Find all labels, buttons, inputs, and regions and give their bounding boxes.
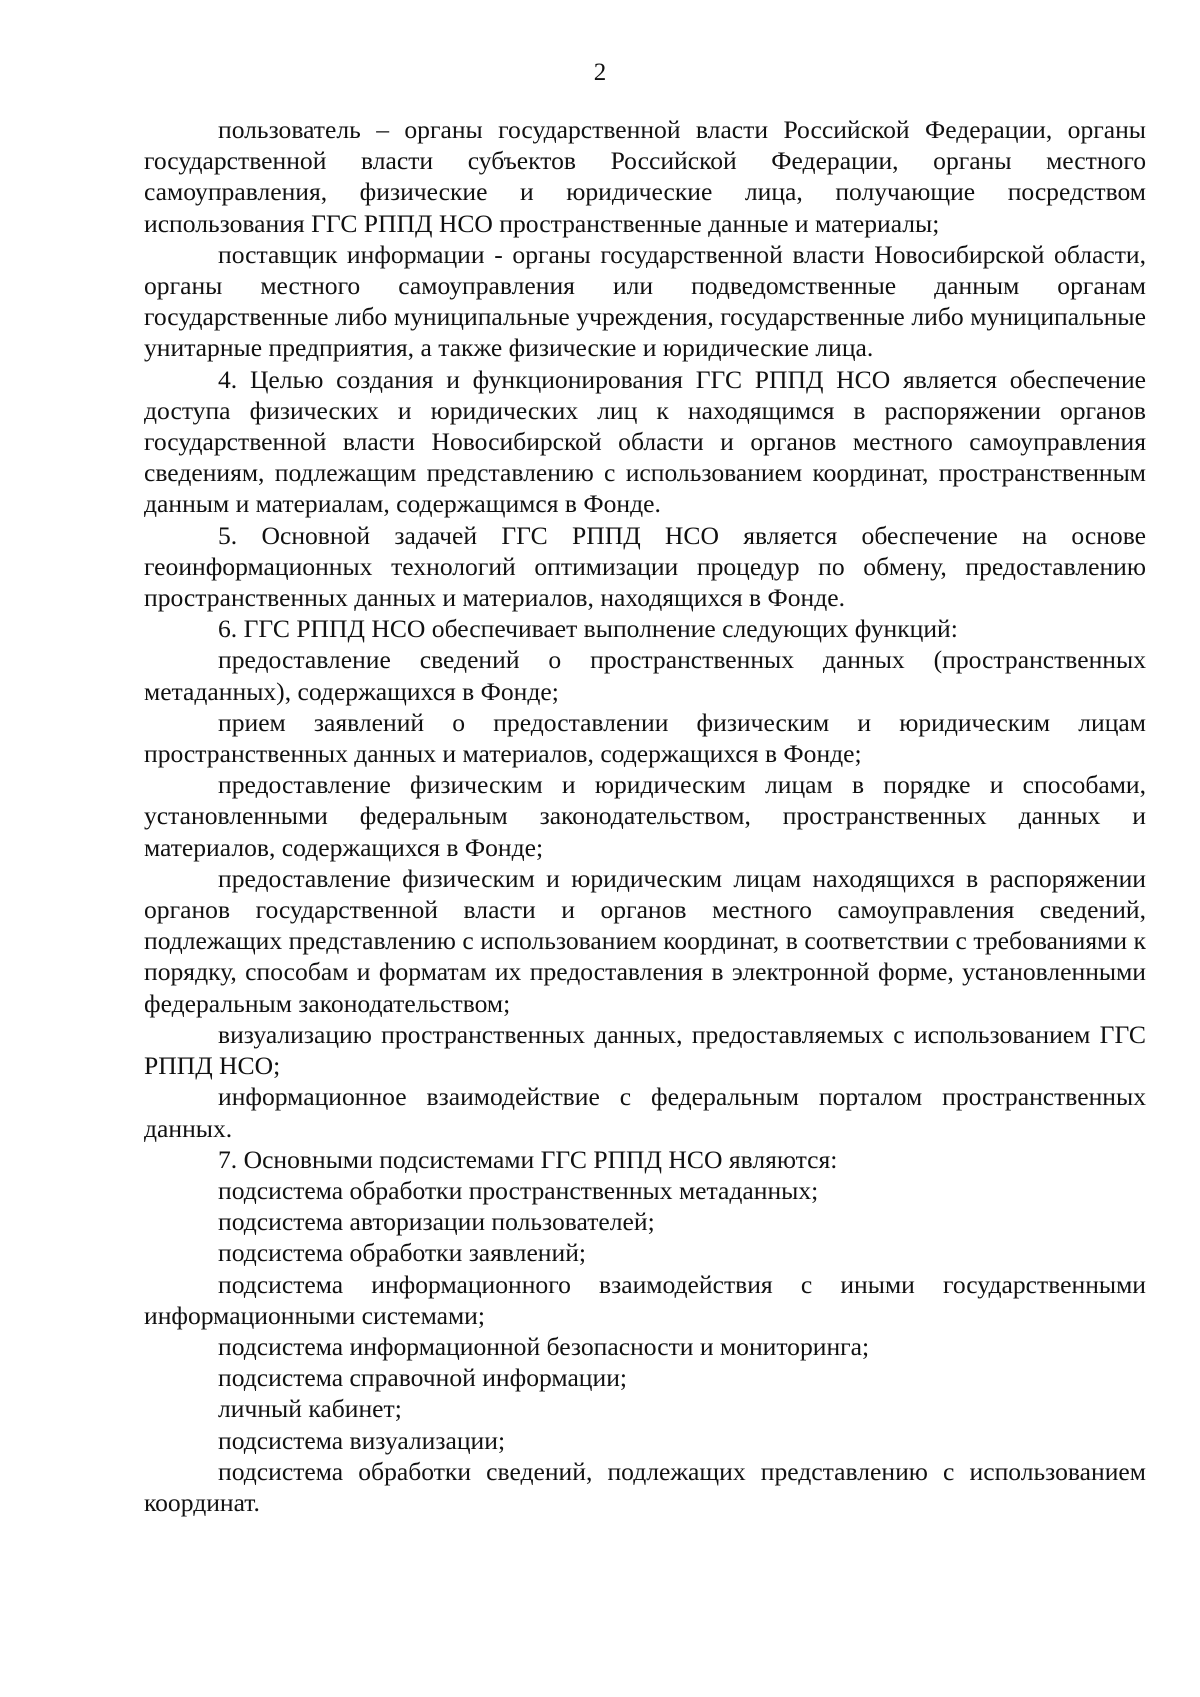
function-item: предоставление физическим и юридическим лицам находящихся в распоряжении органов государственной власти и органов местного самоуправления сведений, подлежащих представлению с использованием координат, в соответствии с требованиями к порядку, способам и форматам их предоставления в электронной форме, установленными федеральным законодательством; <box>144 863 1146 1018</box>
page-number: 2 <box>593 59 607 86</box>
paragraph-item-7-subsystems: 7. Основными подсистемами ГГС РППД НСО являются: <box>218 1144 838 1174</box>
paragraph-item-4-purpose: 4. Целью создания и функционирования ГГС РППД НСО является обеспечение доступа физических и юридических лиц к находящимся в распоряжении органов государственной власти Новосибирской области и органов местного самоуправления сведениям, подлежащим представлению с использованием координат, пространственным данным и материалам, содержащимся в Фонде. <box>144 364 1146 519</box>
subsystem-item: подсистема обработки сведений, подлежащих представлению с использованием координат. <box>144 1456 1146 1517</box>
subsystem-item: подсистема справочной информации; <box>218 1363 627 1393</box>
function-item: визуализацию пространственных данных, предоставляемых с использованием ГГС РППД НСО; <box>144 1019 1146 1081</box>
paragraph-item-5-main-task: 5. Основной задачей ГГС РППД НСО является обеспечение на основе геоинформационных технологий оптимизации процедур по обмену, предоставлению пространственных данных и материалов, находящихся в Фонде. <box>144 520 1146 613</box>
subsystem-item: подсистема визуализации; <box>218 1425 506 1455</box>
function-item: предоставление сведений о пространственных данных (пространственных метаданных), содержащихся в Фонде; <box>144 645 1146 706</box>
subsystem-item: подсистема авторизации пользователей; <box>218 1207 655 1237</box>
subsystem-item: подсистема информационной безопасности и мониторинга; <box>218 1331 870 1361</box>
function-item: предоставление физическим и юридическим лицам в порядке и способами, установленными федеральным законодательством, пространственных данных и материалов, содержащихся в Фонде; <box>144 770 1146 862</box>
document-body <box>144 114 1146 1518</box>
paragraph-user-definition: пользователь – органы государственной власти Российской Федерации, органы государственной власти субъектов Российской Федерации, органы местного самоуправления, физические и юридические лица, получающие посредством использования ГГС РППД НСО пространственные данные и материалы; <box>144 115 1146 238</box>
subsystem-item: подсистема информационного взаимодействия с иными государственными информационными системами; <box>144 1269 1146 1330</box>
subsystem-item: подсистема обработки пространственных метаданных; <box>218 1175 819 1205</box>
function-item: информационное взаимодействие с федеральным порталом пространственных данных. <box>144 1082 1146 1143</box>
subsystem-item: личный кабинет; <box>218 1394 402 1424</box>
paragraph-item-6-functions: 6. ГГС РППД НСО обеспечивает выполнение следующих функций: <box>218 614 958 644</box>
paragraph-provider-definition: поставщик информации - органы государственной власти Новосибирской области, органы местного самоуправления или подведомственные данным органам государственные либо муниципальные учреждения, государственные либо муниципальные унитарные предприятия, а также физические и юридические лица. <box>144 239 1146 363</box>
function-item: прием заявлений о предоставлении физическим и юридическим лицам пространственных данных и материалов, содержащихся в Фонде; <box>144 707 1146 769</box>
subsystem-item: подсистема обработки заявлений; <box>218 1238 587 1268</box>
